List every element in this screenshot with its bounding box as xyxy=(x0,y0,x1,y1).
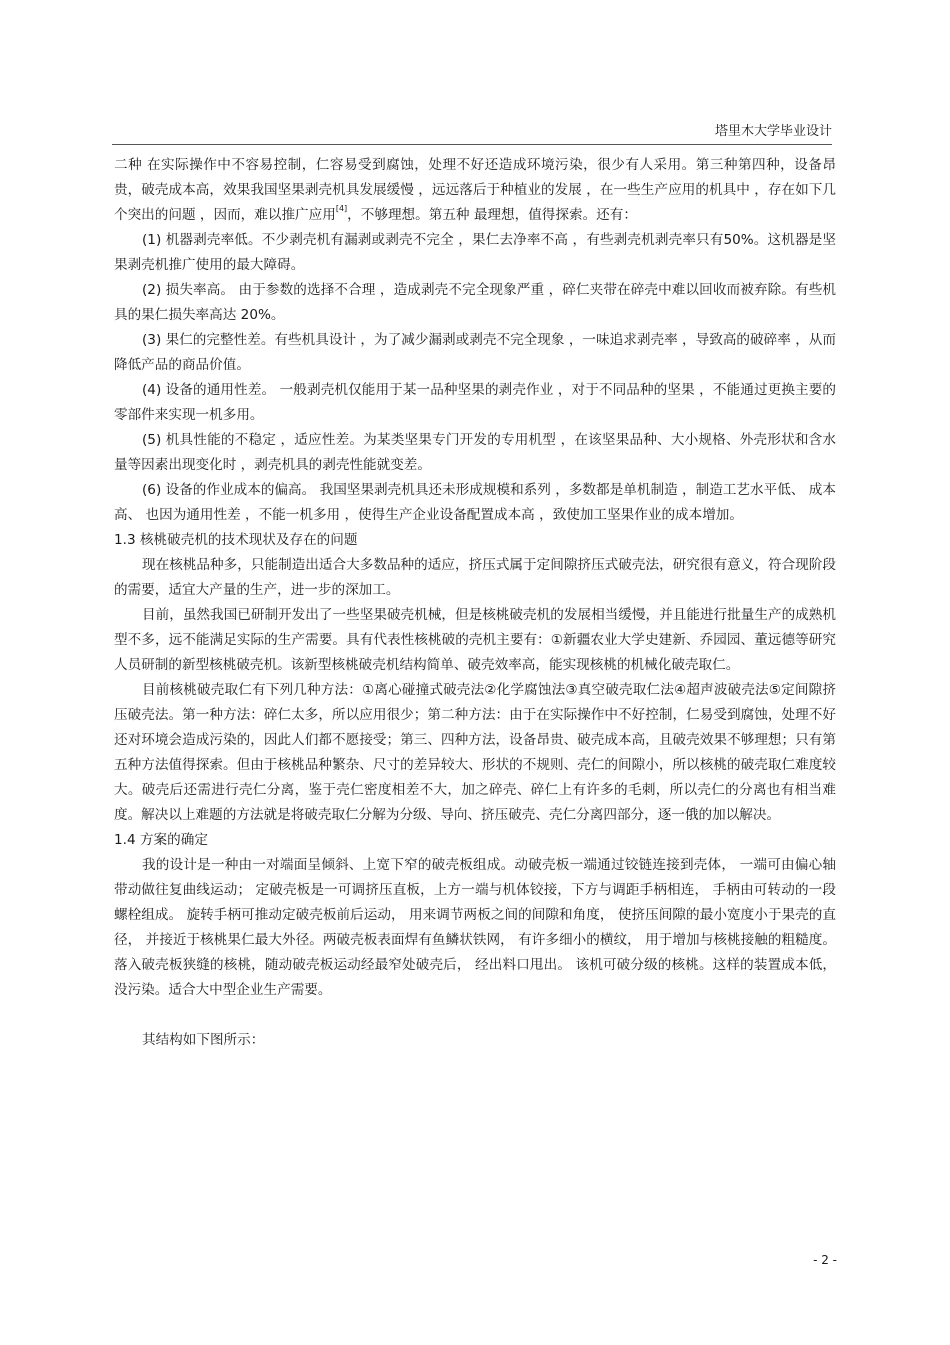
citation-ref: [4] xyxy=(335,204,348,213)
intro-paragraph xyxy=(114,153,836,228)
section-heading-1-4: 1.4 方案的确定 xyxy=(114,832,208,848)
problem-item-6: (6) 设备的作业成本的偏高。 我国坚果剥壳机具还未形成规模和系列 ，多数都是单机制造 ，制造工艺水平低、 成本高、 也因为通用性差 ，不能一机多用 ，使得生产企业设备配置成本高 ，致使加工坚果作业的成本增加。 xyxy=(114,482,836,523)
page-number: - 2 - xyxy=(813,1253,837,1267)
intro-text-before-ref: 二种 在实际操作中不容易控制，仁容易受到腐蚀，处理不好还造成环境污染，很少有人采用。第三种第四种，设备昂贵，破壳成本高，效果我国坚果剥壳机具发展缓慢 ，远远落后于种植业的发展 ，在一些生产应用的机具中 ，存在如下几个突出的问题 ，因而，难以推广应用 xyxy=(114,157,836,223)
blank-line xyxy=(114,1003,836,1028)
problem-item-2: (2) 损失率高。 由于参数的选择不合理 ，造成剥壳不完全现象严重 ，碎仁夹带在碎壳中难以回收而被弃除。有些机具的果仁损失率高达 20%。 xyxy=(114,282,836,323)
section-heading-1-3: 1.3 核桃破壳机的技术现状及存在的问题 xyxy=(114,532,358,548)
section14-paragraph: 我的设计是一种由一对端面呈倾斜、上宽下窄的破壳板组成。动破壳板一端通过铰链连接到壳体， 一端可由偏心轴带动做往复曲线运动； 定破壳板是一可调挤压直板，上方一端与机体铰接，下方与调距手柄相连， 手柄由可转动的一段螺栓组成。 旋转手柄可推动定破壳板前后运动， 用来调节两板之间的间隙和角度， 使挤压间隙的最小宽度小于果壳的直径， 并接近于核桃果仁最大外径。两破壳板表面焊有鱼鳞状铁网， 有许多细小的横纹， 用于增加与核桃接触的粗糙度。 落入破壳板狭缝的核桃，随动破壳板运动经最窄处破壳后， 经出料口甩出。 该机可破分级的核桃。这样的装置成本低，没污染。适合大中型企业生产需要。 xyxy=(114,857,836,998)
intro-text-after-ref: ，不够理想。第五种 最理想，值得探索。还有： xyxy=(347,207,637,223)
section13-paragraph-1: 现在核桃品种多，只能制造出适合大多数品种的适应，挤压式属于定间隙挤压式破壳法，研究很有意义，符合现阶段的需要，适宜大产量的生产，进一步的深加工。 xyxy=(114,557,836,598)
section13-paragraph-2: 目前，虽然我国已研制开发出了一些坚果破壳机械，但是核桃破壳机的发展相当缓慢，并且能进行批量生产的成熟机型不多，远不能满足实际的生产需要。具有代表性核桃破的壳机主要有：①新疆农业大学史建新、乔园园、董远德等研究人员研制的新型核桃破壳机。该新型核桃破壳机结构简单、破壳效率高，能实现核桃的机械化破壳取仁。 xyxy=(114,607,836,673)
problem-item-1: (1) 机器剥壳率低。不少剥壳机有漏剥或剥壳不完全 ，果仁去净率不高 ，有些剥壳机剥壳率只有50%。这机器是坚果剥壳机推广使用的最大障碍。 xyxy=(114,232,836,273)
header-rule xyxy=(112,144,832,145)
page-header-title: 塔里木大学毕业设计 xyxy=(714,124,832,139)
problem-item-3: (3) 果仁的完整性差。有些机具设计 ，为了减少漏剥或剥壳不完全现象 ，一味追求剥壳率 ，导致高的破碎率 ，从而降低产品的商品价值。 xyxy=(114,332,836,373)
document-body xyxy=(114,153,836,1053)
figure-caption: 其结构如下图所示： xyxy=(142,1032,265,1048)
section13-paragraph-3: 目前核桃破壳取仁有下列几种方法：①离心碰撞式破壳法②化学腐蚀法③真空破壳取仁法④超声波破壳法⑤定间隙挤压破壳法。第一种方法：碎仁太多，所以应用很少；第二种方法：由于在实际操作中不好控制，仁易受到腐蚀，处理不好还对环境会造成污染的，因此人们都不愿接受；第三、四种方法，设备昂贵、破壳成本高，且破壳效果不够理想；只有第五种方法值得探索。但由于核桃品种繁杂、尺寸的差异较大、形状的不规则、壳仁的间隙小，所以核桃的破壳取仁难度较大。破壳后还需进行壳仁分离，鉴于壳仁密度相差不大，加之碎壳、碎仁上有许多的毛刺，所以壳仁的分离也有相当难度。解决以上难题的方法就是将破壳取仁分解为分级、导向、挤压破壳、壳仁分离四部分，逐一俄的加以解决。 xyxy=(114,682,836,823)
problem-item-4: (4) 设备的通用性差。 一般剥壳机仅能用于某一品种坚果的剥壳作业 ，对于不同品种的坚果 ，不能通过更换主要的零部件来实现一机多用。 xyxy=(114,382,836,423)
problem-item-5: (5) 机具性能的不稳定 ，适应性差。为某类坚果专门开发的专用机型 ，在该坚果品种、大小规格、外壳形状和含水量等因素出现变化时 ，剥壳机具的剥壳性能就变差。 xyxy=(114,432,836,473)
